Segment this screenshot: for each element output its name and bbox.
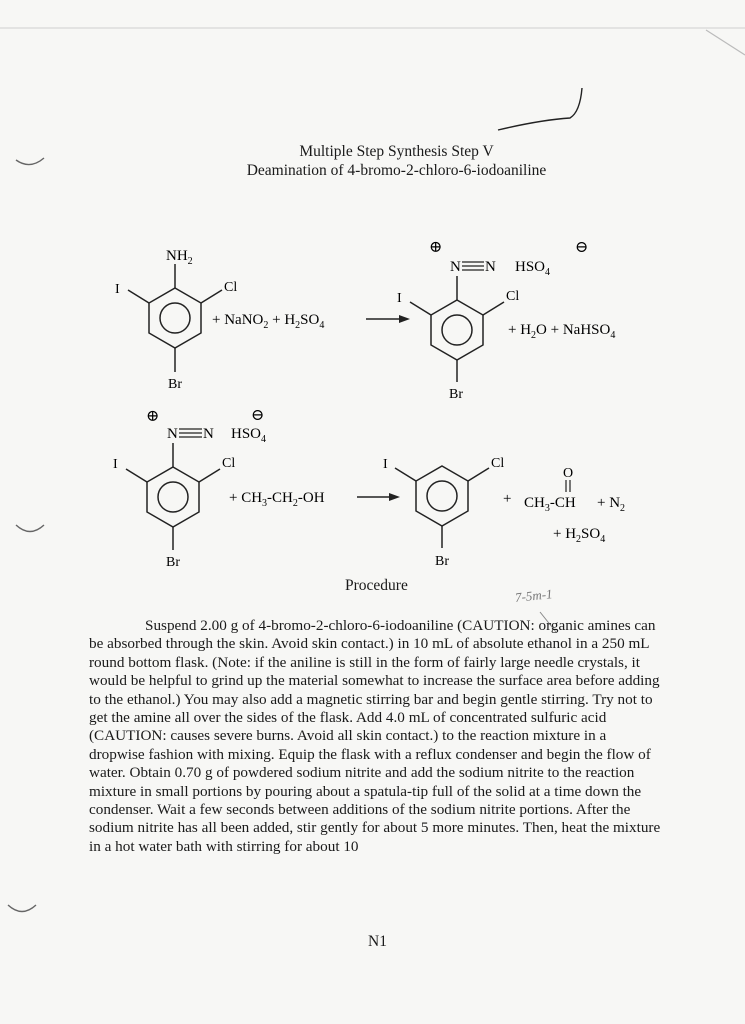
negative-charge-icon: ⊖ <box>251 407 265 424</box>
reaction-arrow-2 <box>357 493 400 501</box>
diazo-nitrogen-2: N <box>203 426 214 442</box>
diazo-triple-bond <box>462 262 484 270</box>
product-bromo-label: Br <box>449 387 463 402</box>
page-title: Multiple Step Synthesis Step V <box>299 143 494 160</box>
page-number: N1 <box>368 933 387 950</box>
iodo-label: I <box>113 457 118 472</box>
diazo-nitrogen-2: N <box>485 259 496 275</box>
page-fold-corner <box>706 30 745 55</box>
punch-hole-mark-bottom <box>8 905 36 912</box>
bisulfate-label: $HSO_4$ <box>515 259 551 278</box>
page-subtitle: Deamination of 4-bromo-2-chloro-6-iodoaniline <box>246 162 547 179</box>
sulfuric-acid-label: + $H_2SO_4$ <box>553 526 606 545</box>
procedure-heading: Procedure <box>345 577 408 594</box>
positive-charge-icon: ⊕ <box>146 408 160 425</box>
nitrogen-gas-label: + $N_2$ <box>597 495 626 514</box>
chloro-label: Cl <box>222 456 236 471</box>
diazonium-structure-2 <box>126 443 220 550</box>
bromo-label: Br <box>168 377 182 392</box>
reaction-arrow-1 <box>366 315 410 323</box>
deaminated-product-structure <box>395 466 489 548</box>
diazonium-structure <box>410 276 504 382</box>
reagents-label: + NaNO$_2$ + $H_2SO_4$ <box>212 312 325 331</box>
plus-sign: + <box>503 491 512 507</box>
diazo-nitrogen-1: N <box>167 426 178 442</box>
bisulfate-label: $HSO_4$ <box>231 426 267 445</box>
negative-charge-icon: ⊖ <box>575 239 589 256</box>
handwritten-note: 7-5m-1 <box>514 586 554 605</box>
punch-hole-mark-middle <box>16 525 44 532</box>
carbonyl-double-bond <box>566 480 570 492</box>
product-bromo-label: Br <box>435 554 449 569</box>
product-chloro-label: Cl <box>506 289 520 304</box>
product-chloro-label: Cl <box>491 456 505 471</box>
acetaldehyde-label: $CH_3-CH$ <box>524 495 576 514</box>
punch-hole-mark-top <box>16 158 44 165</box>
product-iodo-label: I <box>383 457 388 472</box>
iodo-label: I <box>115 282 120 297</box>
bromo-label: Br <box>166 555 180 570</box>
amine-group-label: $NH_2$ <box>166 248 193 267</box>
diazo-nitrogen-1: N <box>450 259 461 275</box>
diazo-triple-bond <box>179 429 202 437</box>
product-iodo-label: I <box>397 291 402 306</box>
aldehyde-oxygen: O <box>563 466 574 481</box>
procedure-paragraph: Suspend 2.00 g of 4-bromo-2-chloro-6-iodoaniline (CAUTION: organic amines can be absorbed through the skin. Avoid skin contact.) in 10 mL of absolute ethanol in a 250 mL round bottom flask. (Note: if the aniline is still in the form of fairly large needle crystals, it would be helpful to grind up the material somewhat to increase the surface area before adding to the ethanol.) You may also add a magnetic stirring bar and begin gentle stirring. Try not to get the amine all over the sides of the flask. Add 4.0 mL of concentrated sulfuric acid (CAUTION: causes severe burns. Avoid all skin contact.) to the reaction mixture in a dropwise fashion with mixing. Equip the flask with a reflux condenser and begin the flow of water. Obtain 0.70 g of powdered sodium nitrite and add the sodium nitrite to the reaction mixture in small portions by pouring about a spatula-tip full of the solid at a time down the condenser. Wait a few seconds between additions of the sodium nitrite portions. After the sodium nitrite has all been added, stir gently for about 5 more minutes. Then, heat the mixture in a hot water bath with stirring for about 10 <box>89 617 661 855</box>
byproducts-label: + $H_2O$ + NaHSO$_4$ <box>508 322 616 341</box>
chloro-label: Cl <box>224 280 238 295</box>
pen-checkmark <box>498 88 582 130</box>
aniline-structure <box>128 264 222 372</box>
ethanol-reagent-label: + $CH_3-CH_2-OH$ <box>229 490 325 509</box>
positive-charge-icon: ⊕ <box>429 239 443 256</box>
